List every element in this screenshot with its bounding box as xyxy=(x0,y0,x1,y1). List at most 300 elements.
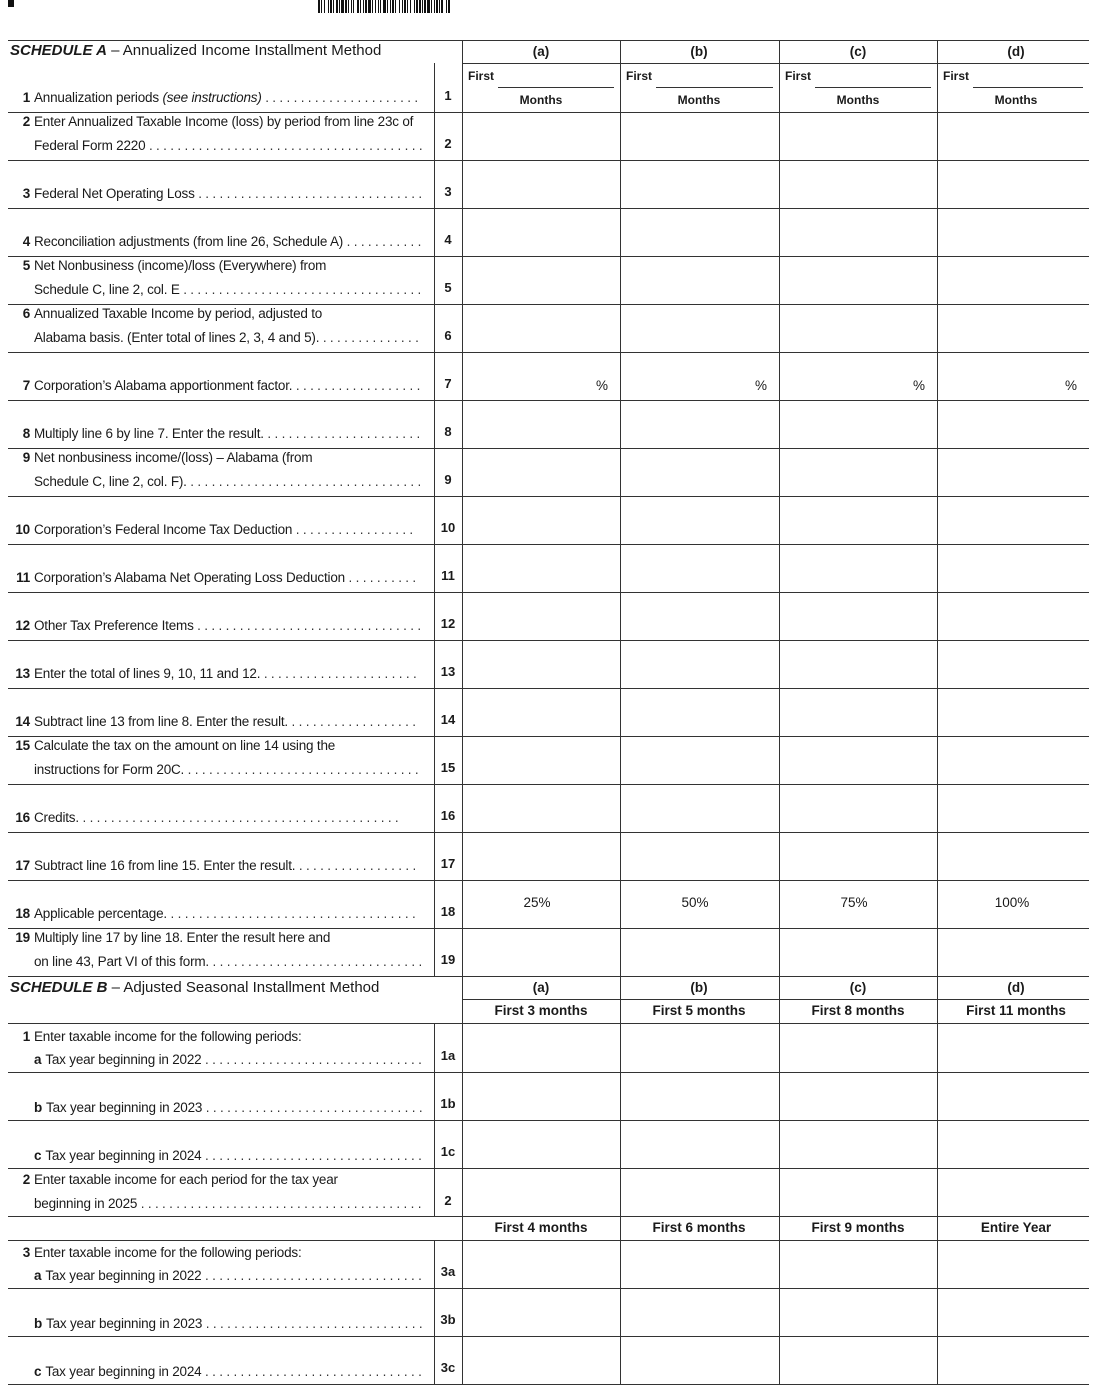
schedule-a-line-14-leader-dots: . . . . . . . . . . . . . . . . . . xyxy=(287,714,416,729)
schedule-a-line-11-number: 11 xyxy=(16,570,30,585)
schedule-a-line-7-percent-sign-b: % xyxy=(754,378,767,393)
schedule-b-header-rule xyxy=(462,999,1089,1000)
schedule-b-line-2-col-d-input[interactable] xyxy=(939,1170,1087,1214)
schedule-b-line-1a-col-d-input[interactable] xyxy=(939,1025,1087,1070)
schedule-a-line-5-box-number: 5 xyxy=(444,280,452,295)
schedule-a-line-5-top-rule xyxy=(8,256,1089,257)
schedule-a-line-3-text: Federal Net Operating Loss xyxy=(34,186,195,201)
schedule-a-line-15-cont-text: instructions for Form 20C. xyxy=(34,762,185,777)
schedule-b-period-2-rule xyxy=(8,1216,1089,1217)
schedule-b-divider-0 xyxy=(462,976,463,1384)
schedule-b-line-3a-label xyxy=(10,1268,422,1284)
schedule-b-column-d-period-2: Entire Year xyxy=(980,1220,1052,1235)
schedule-a-line-19-col-d-input[interactable] xyxy=(939,930,1087,974)
schedule-a-line-2-cont-leader-dots: . . . . . . . . . . . . . . . . . . . . . . . . . . . . . . . . . . . . . . . xyxy=(145,138,423,153)
schedule-a-line-10-col-c-input[interactable] xyxy=(781,498,935,542)
schedule-a-line-3-col-b-input[interactable] xyxy=(622,162,777,206)
schedule-b-divider-3 xyxy=(937,976,938,1384)
schedule-a-column-d-months-label: Months xyxy=(994,93,1038,107)
schedule-a-line-17-text: Subtract line 16 from line 15. Enter the result. xyxy=(34,858,296,873)
schedule-a-line-18-percentage-c: 75% xyxy=(840,895,868,910)
schedule-a-line-13-col-d-input[interactable] xyxy=(939,642,1087,686)
schedule-a-line-14-col-c-input[interactable] xyxy=(781,690,935,734)
schedule-a-line-4-col-d-input[interactable] xyxy=(939,210,1087,254)
schedule-b-line-3-text: Enter taxable income for the following periods: xyxy=(34,1245,302,1260)
schedule-a-line-12-top-rule xyxy=(8,592,1089,593)
schedule-a-line-17-col-a-input[interactable] xyxy=(464,834,618,878)
schedule-b-line-1a-col-c-input[interactable] xyxy=(781,1025,935,1070)
schedule-a-column-d-months-blank[interactable] xyxy=(973,87,1083,88)
schedule-a-line-15-number: 15 xyxy=(15,738,30,753)
schedule-a-line-9-cont-label xyxy=(10,474,421,490)
schedule-a-line-9-cont-leader-dots: . . . . . . . . . . . . . . . . . . . . . . . . . . . . . . . . . xyxy=(186,474,422,489)
schedule-a-line-2-col-c-input[interactable] xyxy=(781,114,935,158)
schedule-a-line-3-col-d-input[interactable] xyxy=(939,162,1087,206)
schedule-a-line-9-label xyxy=(10,450,312,466)
schedule-b-line-1c-col-b-input[interactable] xyxy=(622,1122,777,1166)
schedule-b-title xyxy=(10,979,379,996)
schedule-b-line-1b-col-d-input[interactable] xyxy=(939,1074,1087,1118)
schedule-b-line-1c-leader-dots: . . . . . . . . . . . . . . . . . . . . . . . . . . . . . . . xyxy=(201,1148,422,1163)
schedule-a-line-12-col-b-input[interactable] xyxy=(622,594,777,638)
schedule-a-line-19-col-a-input[interactable] xyxy=(464,930,618,974)
schedule-b-line-1b-top-rule xyxy=(8,1072,1089,1073)
schedule-b-line-3b-leader-dots: . . . . . . . . . . . . . . . . . . . . . . . . . . . . . . . xyxy=(202,1316,423,1331)
schedule-b-line-3b-box-number: 3b xyxy=(440,1312,456,1327)
schedule-a-line-2-top-rule xyxy=(8,112,1089,113)
schedule-a-line-6-cont-text: Alabama basis. (Enter total of lines 2, 3, 4 and 5). xyxy=(34,330,320,345)
schedule-a-line-9-box-number: 9 xyxy=(444,472,452,487)
schedule-a-line-19-cont-label xyxy=(10,954,422,970)
schedule-b-column-b-period-2: First 6 months xyxy=(652,1220,746,1235)
schedule-a-line-10-label xyxy=(10,522,413,538)
schedule-a-line-3-col-a-input[interactable] xyxy=(464,162,618,206)
schedule-b-line-1-text: Enter taxable income for the following periods: xyxy=(34,1029,302,1044)
schedule-b-line-1b-col-c-input[interactable] xyxy=(781,1074,935,1118)
schedule-a-line-16-top-rule xyxy=(8,784,1089,785)
schedule-a-line-17-leader-dots: . . . . . . . . . . . . . . . . . xyxy=(295,858,417,873)
schedule-b-line-3c-top-rule xyxy=(8,1336,1089,1337)
schedule-a-line-8-text: Multiply line 6 by line 7. Enter the result. xyxy=(34,426,264,441)
schedule-a-line-5-col-c-input[interactable] xyxy=(781,258,935,302)
schedule-b-line-3b-sub-letter: b xyxy=(34,1316,43,1331)
schedule-a-line-14-text: Subtract line 13 from line 8. Enter the result. xyxy=(34,714,288,729)
schedule-a-divider-2 xyxy=(779,40,780,976)
schedule-a-line-4-number: 4 xyxy=(22,234,30,249)
schedule-a-line-18-percentage-a: 25% xyxy=(523,895,551,910)
schedule-a-column-c-months-blank[interactable] xyxy=(815,87,931,88)
schedule-b-line-1c-top-rule xyxy=(8,1120,1089,1121)
schedule-b-line-3a-text: Tax year beginning in 2022 xyxy=(45,1268,202,1283)
schedule-a-line-4-label xyxy=(10,234,421,250)
schedule-a-line-14-col-d-input[interactable] xyxy=(939,690,1087,734)
schedule-b-line-1a-label xyxy=(10,1052,422,1068)
schedule-b-column-d-period-1: First 11 months xyxy=(966,1003,1066,1018)
schedule-a-line-13-col-b-input[interactable] xyxy=(622,642,777,686)
schedule-a-line-8-col-d-input[interactable] xyxy=(939,402,1087,446)
schedule-a-line-14-number: 14 xyxy=(15,714,30,729)
schedule-b-line-3c-text: Tax year beginning in 2024 xyxy=(45,1364,202,1379)
schedule-a-line-16-col-c-input[interactable] xyxy=(781,786,935,830)
schedule-b-line-2-col-c-input[interactable] xyxy=(781,1170,935,1214)
schedule-a-line-17-col-d-input[interactable] xyxy=(939,834,1087,878)
schedule-a-column-c-header: (c) xyxy=(849,44,867,59)
schedule-a-line-3-leader-dots: . . . . . . . . . . . . . . . . . . . . . . . . . . . . . . . . xyxy=(194,186,422,201)
schedule-a-line-8-number: 8 xyxy=(22,426,30,441)
schedule-a-column-c-first-label: First xyxy=(785,69,812,83)
schedule-a-line-4-leader-dots: . . . . . . . . . . . xyxy=(343,234,422,249)
schedule-b-line-3-top-rule xyxy=(462,1240,1089,1241)
schedule-a-line-7-text: Corporation’s Alabama apportionment factor. xyxy=(34,378,293,393)
schedule-a-line-4-col-c-input[interactable] xyxy=(781,210,935,254)
schedule-a-line-12-col-d-input[interactable] xyxy=(939,594,1087,638)
schedule-b-line-3c-col-d-input[interactable] xyxy=(939,1338,1087,1382)
schedule-b-line-3b-col-c-input[interactable] xyxy=(781,1290,935,1334)
schedule-a-line-2-box-number: 2 xyxy=(444,136,452,151)
schedule-b-line-1b-sub-letter: b xyxy=(34,1100,43,1115)
schedule-a-line-15-box-number: 15 xyxy=(440,760,456,775)
schedule-a-line-15-label xyxy=(10,738,335,754)
schedule-a-line-6-top-rule xyxy=(8,304,1089,305)
schedule-b-divider-1 xyxy=(620,976,621,1384)
schedule-b-line-3-label xyxy=(10,1245,302,1261)
schedule-a-line-15-col-b-input[interactable] xyxy=(622,738,777,782)
schedule-a-line-12-label xyxy=(10,618,421,634)
schedule-a-line-18-leader-dots: . . . . . . . . . . . . . . . . . . . . . . . . . . . . . . . . . . . xyxy=(166,906,416,921)
schedule-a-line-11-text: Corporation’s Alabama Net Operating Loss Deduction xyxy=(34,570,345,585)
schedule-a-column-a-months-label: Months xyxy=(519,93,563,107)
schedule-a-line-8-col-b-input[interactable] xyxy=(622,402,777,446)
schedule-a-line-6-box-number: 6 xyxy=(444,328,452,343)
schedule-a-line-5-number: 5 xyxy=(22,258,30,273)
schedule-b-line-1b-box-number: 1b xyxy=(440,1096,456,1111)
schedule-b-line-2-col-a-input[interactable] xyxy=(464,1170,618,1214)
schedule-a-line-7-leader-dots: . . . . . . . . . . . . . . . . . . xyxy=(292,378,421,393)
schedule-a-line-11-col-a-input[interactable] xyxy=(464,546,618,590)
schedule-a-line-10-leader-dots: . . . . . . . . . . . . . . . . . xyxy=(292,522,413,537)
schedule-b-line-1a-col-b-input[interactable] xyxy=(622,1025,777,1070)
schedule-b-line-3c-leader-dots: . . . . . . . . . . . . . . . . . . . . . . . . . . . . . . . xyxy=(201,1364,422,1379)
schedule-b-line-1a-box-number: 1a xyxy=(440,1048,456,1063)
schedule-b-line-1b-col-a-input[interactable] xyxy=(464,1074,618,1118)
schedule-a-line-12-col-c-input[interactable] xyxy=(781,594,935,638)
schedule-b-line-3a-col-c-input[interactable] xyxy=(781,1242,935,1286)
schedule-a-top-rule xyxy=(8,40,1089,41)
schedule-a-line-1-box-number: 1 xyxy=(444,88,452,103)
schedule-b-line-1a-leader-dots: . . . . . . . . . . . . . . . . . . . . . . . . . . . . . . . xyxy=(201,1052,422,1067)
schedule-a-column-a-months-blank[interactable] xyxy=(498,87,614,88)
schedule-b-line-3c-sub-letter: c xyxy=(34,1364,42,1379)
schedule-a-line-2-col-b-input[interactable] xyxy=(622,114,777,158)
schedule-a-line-4-top-rule xyxy=(8,208,1089,209)
schedule-a-line-10-col-d-input[interactable] xyxy=(939,498,1087,542)
schedule-a-line-17-col-b-input[interactable] xyxy=(622,834,777,878)
schedule-a-line-5-cont-leader-dots: . . . . . . . . . . . . . . . . . . . . . . . . . . . . . . . . . . xyxy=(179,282,422,297)
schedule-a-line-3-label xyxy=(10,186,422,202)
schedule-a-line-9-number: 9 xyxy=(22,450,30,465)
schedule-a-line-1-label xyxy=(10,90,418,106)
schedule-b-column-c-period-2: First 9 months xyxy=(811,1220,905,1235)
schedule-a-title xyxy=(10,42,381,59)
schedule-a-line-5-cont-text: Schedule C, line 2, col. E xyxy=(34,282,180,297)
schedule-a-line-13-number: 13 xyxy=(15,666,30,681)
schedule-a-column-b-header: (b) xyxy=(690,44,708,59)
schedule-b-line-1c-sub-letter: c xyxy=(34,1148,42,1163)
schedule-a-column-c-months-label: Months xyxy=(836,93,880,107)
schedule-a-line-9-text: Net nonbusiness income/(loss) – Alabama (from xyxy=(34,450,313,465)
schedule-a-line-11-box-number: 11 xyxy=(441,568,455,583)
schedule-b-line-2-box-number: 2 xyxy=(444,1193,452,1208)
schedule-b-line-3b-col-b-input[interactable] xyxy=(622,1290,777,1334)
schedule-a-line-19-label xyxy=(10,930,330,946)
schedule-a-line-16-leader-dots: . . . . . . . . . . . . . . . . . . . . . . . . . . . . . . . . . . . . . . . . . . . . . xyxy=(78,810,399,825)
schedule-b-title-rest: – Adjusted Seasonal Installment Method xyxy=(107,979,380,996)
schedule-b-line-1a-sub-letter: a xyxy=(34,1052,42,1067)
schedule-b-line-1-label xyxy=(10,1029,302,1045)
schedule-a-line-2-col-d-input[interactable] xyxy=(939,114,1087,158)
schedule-a-line-6-text: Annualized Taxable Income by period, adjusted to xyxy=(34,306,323,321)
schedule-b-line-1c-col-a-input[interactable] xyxy=(464,1122,618,1166)
schedule-a-line-2-cont-label xyxy=(10,138,422,154)
schedule-b-line-1c-col-d-input[interactable] xyxy=(939,1122,1087,1166)
schedule-a-line-2-col-a-input[interactable] xyxy=(464,114,618,158)
schedule-a-line-18-top-rule xyxy=(8,880,1089,881)
schedule-a-line-7-percent-sign-a: % xyxy=(595,378,608,393)
schedule-a-line-8-top-rule xyxy=(8,400,1089,401)
schedule-b-title-bold: SCHEDULE B xyxy=(10,979,108,996)
schedule-b-line-3-label-rule xyxy=(8,1240,462,1241)
schedule-b-column-a-header: (a) xyxy=(532,980,550,995)
schedule-b-line-2-top-rule xyxy=(8,1168,1089,1169)
schedule-a-line-5-col-d-input[interactable] xyxy=(939,258,1087,302)
schedule-a-line-14-label xyxy=(10,714,416,730)
schedule-a-line-5-cont-label xyxy=(10,282,421,298)
schedule-b-line-3b-col-a-input[interactable] xyxy=(464,1290,618,1334)
schedule-a-line-13-box-number: 13 xyxy=(440,664,456,679)
schedule-a-line-7-top-rule xyxy=(8,352,1089,353)
schedule-a-line-19-box-number: 19 xyxy=(440,952,456,967)
schedule-a-line-16-col-a-input[interactable] xyxy=(464,786,618,830)
schedule-a-line-1-note: (see instructions) xyxy=(162,90,262,105)
schedule-b-line-3a-col-a-input[interactable] xyxy=(464,1242,618,1286)
schedule-a-line-6-number: 6 xyxy=(22,306,30,321)
schedule-a-line-6-cont-leader-dots: . . . . . . . . . . . . . . xyxy=(319,330,419,345)
schedule-b-line-1b-label xyxy=(10,1100,422,1116)
schedule-a-line-6-col-c-input[interactable] xyxy=(781,306,935,350)
schedule-b-column-b-period-1: First 5 months xyxy=(652,1003,746,1018)
schedule-a-column-b-months-blank[interactable] xyxy=(656,87,773,88)
schedule-a-line-7-percent-sign-c: % xyxy=(912,378,925,393)
schedule-a-title-rest: – Annualized Income Installment Method xyxy=(106,42,382,59)
schedule-a-line-3-box-number: 3 xyxy=(444,184,452,199)
schedule-a-line-13-col-a-input[interactable] xyxy=(464,642,618,686)
schedule-a-column-a-header: (a) xyxy=(532,44,550,59)
schedule-a-line-4-col-b-input[interactable] xyxy=(622,210,777,254)
schedule-a-line-10-col-b-input[interactable] xyxy=(622,498,777,542)
schedule-a-line-15-col-a-input[interactable] xyxy=(464,738,618,782)
schedule-a-line-19-top-rule xyxy=(8,928,1089,929)
schedule-b-line-2-cont-leader-dots: . . . . . . . . . . . . . . . . . . . . . . . . . . . . . . . . . . . . . . . . xyxy=(137,1196,422,1211)
schedule-b-line-1a-col-a-input[interactable] xyxy=(464,1025,618,1070)
schedule-a-line-1-number: 1 xyxy=(22,90,30,105)
schedule-b-line-3a-box-number: 3a xyxy=(440,1264,456,1279)
schedule-a-line-4-text: Reconciliation adjustments (from line 26, Schedule A) xyxy=(34,234,344,249)
schedule-a-column-a-first-label: First xyxy=(468,69,495,83)
schedule-a-line-14-col-a-input[interactable] xyxy=(464,690,618,734)
schedule-b-line-3b-top-rule xyxy=(8,1288,1089,1289)
schedule-b-line-2-label xyxy=(10,1172,338,1188)
schedule-a-line-13-col-c-input[interactable] xyxy=(781,642,935,686)
schedule-a-line-2-text: Enter Annualized Taxable Income (loss) by period from line 23c of xyxy=(34,114,414,129)
schedule-a-line-15-cont-leader-dots: . . . . . . . . . . . . . . . . . . . . . . . . . . . . . . . . . xyxy=(184,762,419,777)
schedule-b-line-1b-col-b-input[interactable] xyxy=(622,1074,777,1118)
schedule-b-line-3c-col-a-input[interactable] xyxy=(464,1338,618,1382)
schedule-a-line-11-col-c-input[interactable] xyxy=(781,546,935,590)
schedule-a-line-1-text: Annualization periods xyxy=(34,90,163,105)
schedule-a-line-2-number: 2 xyxy=(22,114,30,129)
schedule-a-column-b-first-label: First xyxy=(626,69,653,83)
schedule-a-line-8-box-number: 8 xyxy=(444,424,452,439)
schedule-a-line-5-col-a-input[interactable] xyxy=(464,258,618,302)
schedule-a-line-15-top-rule xyxy=(8,736,1089,737)
schedule-a-line-7-number: 7 xyxy=(22,378,30,393)
schedule-a-line-11-col-b-input[interactable] xyxy=(622,546,777,590)
schedule-a-line-18-number: 18 xyxy=(15,906,30,921)
schedule-a-line-4-box-number: 4 xyxy=(444,232,452,247)
schedule-a-line-19-cont-leader-dots: . . . . . . . . . . . . . . . . . . . . . . . . . . . . . . xyxy=(208,954,423,969)
schedule-a-divider-3 xyxy=(937,40,938,976)
schedule-a-line-10-box-number: 10 xyxy=(440,520,456,535)
schedule-a-line-15-text: Calculate the tax on the amount on line 14 using the xyxy=(34,738,336,753)
schedule-a-line-14-top-rule xyxy=(8,688,1089,689)
schedule-a-line-8-leader-dots: . . . . . . . . . . . . . . . . . . . . . . xyxy=(263,426,421,441)
schedule-a-line-19-number: 19 xyxy=(15,930,30,945)
schedule-b-line-3b-label xyxy=(10,1316,422,1332)
schedule-a-line-10-col-a-input[interactable] xyxy=(464,498,618,542)
schedule-a-line-15-col-d-input[interactable] xyxy=(939,738,1087,782)
schedule-b-line-3-number: 3 xyxy=(22,1245,30,1260)
schedule-b-line-2-col-b-input[interactable] xyxy=(622,1170,777,1214)
schedule-a-line-11-col-d-input[interactable] xyxy=(939,546,1087,590)
schedule-a-line-18-percentage-d: 100% xyxy=(994,895,1030,910)
schedule-a-line-14-col-b-input[interactable] xyxy=(622,690,777,734)
schedule-b-line-3c-col-c-input[interactable] xyxy=(781,1338,935,1382)
schedule-b-bottom-rule xyxy=(8,1384,1089,1385)
schedule-a-line-16-number: 16 xyxy=(15,810,30,825)
schedule-a-line-18-percentage-b: 50% xyxy=(681,895,709,910)
schedule-a-line-16-text: Credits. xyxy=(34,810,79,825)
schedule-a-line-3-col-c-input[interactable] xyxy=(781,162,935,206)
schedule-a-line-6-col-b-input[interactable] xyxy=(622,306,777,350)
schedule-a-line-9-col-a-input[interactable] xyxy=(464,450,618,494)
schedule-b-column-c-header: (c) xyxy=(849,980,867,995)
schedule-b-line-3b-text: Tax year beginning in 2023 xyxy=(46,1316,203,1331)
schedule-a-line-19-cont-text: on line 43, Part VI of this form. xyxy=(34,954,209,969)
schedule-a-line-8-label xyxy=(10,426,420,442)
schedule-a-line-7-label xyxy=(10,378,420,394)
schedule-a-line-9-col-d-input[interactable] xyxy=(939,450,1087,494)
schedule-b-line-2-cont-text: beginning in 2025 xyxy=(34,1196,138,1211)
schedule-a-line-19-col-b-input[interactable] xyxy=(622,930,777,974)
schedule-a-line-6-col-a-input[interactable] xyxy=(464,306,618,350)
schedule-a-column-b-months-label: Months xyxy=(677,93,721,107)
schedule-b-line-1-top-rule xyxy=(8,1023,1089,1024)
schedule-a-line-5-col-b-input[interactable] xyxy=(622,258,777,302)
schedule-a-line-10-number: 10 xyxy=(15,522,30,537)
schedule-a-line-19-text: Multiply line 17 by line 18. Enter the result here and xyxy=(34,930,331,945)
schedule-a-line-12-leader-dots: . . . . . . . . . . . . . . . . . . . . . . . . . . . . . . . . xyxy=(193,618,421,633)
schedule-a-column-d-first-label: First xyxy=(943,69,970,83)
schedule-a-line-16-col-d-input[interactable] xyxy=(939,786,1087,830)
schedule-a-line-8-col-c-input[interactable] xyxy=(781,402,935,446)
schedule-b-line-3b-col-d-input[interactable] xyxy=(939,1290,1087,1334)
schedule-a-line-16-label xyxy=(10,810,399,826)
schedule-a-line-9-col-b-input[interactable] xyxy=(622,450,777,494)
schedule-b-line-3c-box-number: 3c xyxy=(440,1360,456,1375)
schedule-b-line-1c-box-number: 1c xyxy=(440,1144,456,1159)
schedule-a-line-14-box-number: 14 xyxy=(440,712,456,727)
schedule-a-line-11-leader-dots: . . . . . . . . . . xyxy=(344,570,416,585)
schedule-b-line-1b-text: Tax year beginning in 2023 xyxy=(46,1100,203,1115)
schedule-a-line-16-col-b-input[interactable] xyxy=(622,786,777,830)
schedule-a-line-9-col-c-input[interactable] xyxy=(781,450,935,494)
schedule-a-line-17-top-rule xyxy=(8,832,1089,833)
schedule-a-line-13-text: Enter the total of lines 9, 10, 11 and 12. xyxy=(34,666,261,681)
schedule-b-line-3c-col-b-input[interactable] xyxy=(622,1338,777,1382)
schedule-b-column-d-header: (d) xyxy=(1007,980,1025,995)
schedule-a-line-2-label xyxy=(10,114,413,130)
schedule-b-line-3a-col-b-input[interactable] xyxy=(622,1242,777,1286)
schedule-a-line-1-leader-dots: . . . . . . . . . . . . . . . . . . . . . . xyxy=(261,90,418,105)
schedule-a-line-12-number: 12 xyxy=(15,618,30,633)
schedule-a-line-6-col-d-input[interactable] xyxy=(939,306,1087,350)
schedule-a-column-d-header: (d) xyxy=(1007,44,1025,59)
schedule-b-line-3a-col-d-input[interactable] xyxy=(939,1242,1087,1286)
schedule-a-divider-1 xyxy=(620,40,621,976)
schedule-b-line-1a-text: Tax year beginning in 2022 xyxy=(45,1052,202,1067)
schedule-a-line-19-col-c-input[interactable] xyxy=(781,930,935,974)
schedule-b-column-c-period-1: First 8 months xyxy=(811,1003,905,1018)
schedule-a-line-12-col-a-input[interactable] xyxy=(464,594,618,638)
schedule-a-divider-0 xyxy=(462,40,463,976)
schedule-a-line-13-leader-dots: . . . . . . . . . . . . . . . . . . . . . . xyxy=(260,666,417,681)
schedule-a-line-5-label xyxy=(10,258,326,274)
schedule-b-column-a-period-1: First 3 months xyxy=(494,1003,588,1018)
schedule-a-line-8-col-a-input[interactable] xyxy=(464,402,618,446)
schedule-a-line-11-label xyxy=(10,570,416,586)
schedule-a-line-15-col-c-input[interactable] xyxy=(781,738,935,782)
schedule-a-line-11-top-rule xyxy=(8,544,1089,545)
schedule-a-line-10-text: Corporation’s Federal Income Tax Deduction xyxy=(34,522,293,537)
schedule-b-column-a-period-2: First 4 months xyxy=(494,1220,588,1235)
schedule-b-line-2-cont-label xyxy=(10,1196,421,1212)
schedule-a-line-12-text: Other Tax Preference Items xyxy=(34,618,194,633)
schedule-b-line-3c-label xyxy=(10,1364,422,1380)
schedule-b-column-b-header: (b) xyxy=(690,980,708,995)
schedule-b-line-1-number: 1 xyxy=(22,1029,30,1044)
schedule-a-line-2-cont-text: Federal Form 2220 xyxy=(34,138,146,153)
schedule-a-line-17-col-c-input[interactable] xyxy=(781,834,935,878)
schedule-a-line-15-cont-label xyxy=(10,762,418,778)
schedule-b-line-3a-sub-letter: a xyxy=(34,1268,42,1283)
schedule-a-line-4-col-a-input[interactable] xyxy=(464,210,618,254)
schedule-b-line-1c-col-c-input[interactable] xyxy=(781,1122,935,1166)
schedule-a-line-18-text: Applicable percentage. xyxy=(34,906,167,921)
schedule-b-line-2-text: Enter taxable income for each period for the tax year xyxy=(34,1172,338,1187)
schedule-a-line-18-box-number: 18 xyxy=(440,904,456,919)
barcode xyxy=(318,0,548,13)
schedule-a-line-9-top-rule xyxy=(8,448,1089,449)
